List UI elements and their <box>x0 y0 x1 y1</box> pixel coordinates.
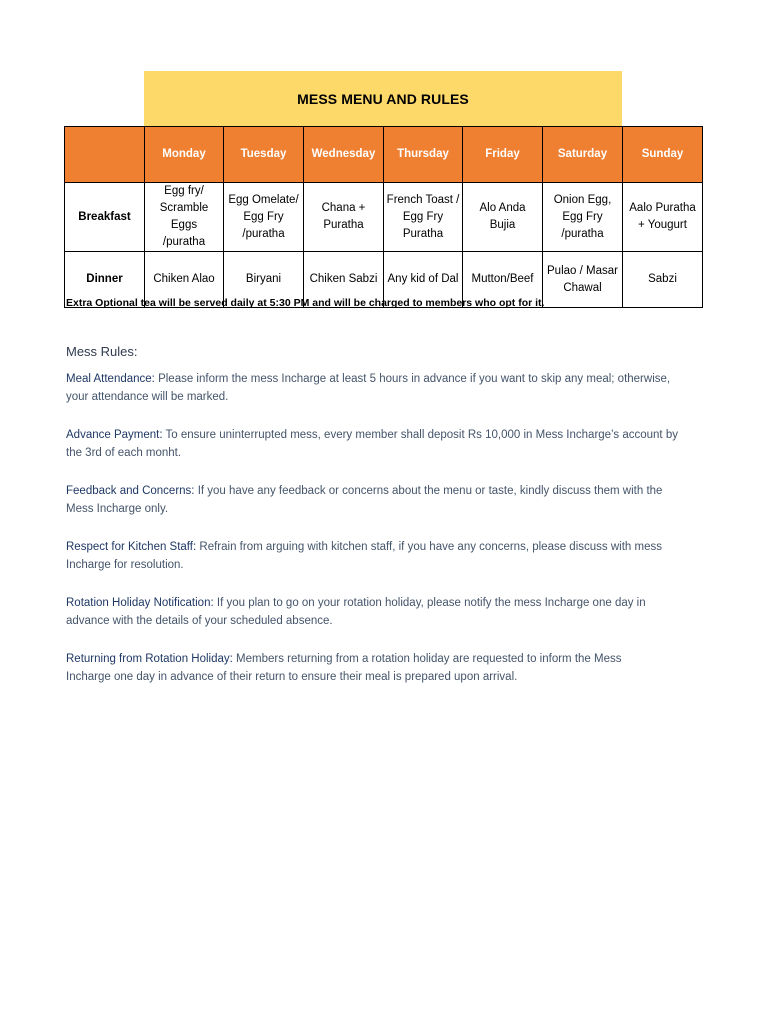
rule-text: Refrain from arguing with kitchen staff, if you have any concerns, please discuss with mess <box>199 541 662 553</box>
menu-cell-line: Chana + <box>321 202 366 214</box>
menu-table <box>64 126 703 308</box>
day-header: Wednesday <box>304 127 384 183</box>
rule-label: Advance Payment: <box>66 429 163 441</box>
menu-cell-line: Chiken Sabzi <box>309 273 378 285</box>
menu-cell <box>384 183 463 252</box>
header-row <box>65 127 703 183</box>
rule-item <box>66 482 706 518</box>
menu-cell-line: Onion Egg, <box>553 193 612 206</box>
rule-item <box>66 426 706 462</box>
corner-cell <box>65 127 145 183</box>
menu-cell-line: Biryani <box>245 273 282 285</box>
menu-cell-line: Bujia <box>489 219 516 231</box>
rule-item <box>66 594 706 630</box>
menu-cell-line: Puratha <box>402 227 444 240</box>
rule-label: Rotation Holiday Notification: <box>66 597 214 609</box>
rule-label: Meal Attendance: <box>66 373 155 385</box>
day-header: Tuesday <box>224 127 304 183</box>
rule-text: If you have any feedback or concerns about the menu or taste, kindly discuss them with the <box>197 485 663 497</box>
title-band <box>144 71 622 127</box>
rule-text: Incharge one day in advance of their return to ensure their meal is prepared upon arrival. <box>66 671 518 683</box>
menu-cell-line: Chiken Alao <box>153 273 215 285</box>
day-header: Thursday <box>384 127 463 183</box>
menu-cell-line: /puratha <box>561 227 604 240</box>
menu-cell-line: Chawal <box>563 281 602 294</box>
rules-list <box>66 370 706 686</box>
menu-row-breakfast <box>65 183 703 252</box>
rule-text: the 3rd of each monht. <box>66 447 182 459</box>
page-title: MESS MENU AND RULES <box>297 91 469 107</box>
day-header: Sunday <box>623 127 703 183</box>
rule-text: advance with the details of your scheduled absence. <box>66 615 333 627</box>
rule-label: Feedback and Concerns: <box>66 485 195 497</box>
day-header: Saturday <box>543 127 623 183</box>
menu-cell-line: Egg Fry <box>243 210 284 223</box>
day-header: Friday <box>463 127 543 183</box>
meal-label: Dinner <box>65 252 145 308</box>
rule-item <box>66 650 706 686</box>
menu-cell-line: /puratha <box>162 236 206 248</box>
menu-cell-line: Sabzi <box>648 273 677 285</box>
menu-cell <box>224 183 304 252</box>
rule-text: your attendance will be marked. <box>66 391 229 403</box>
menu-cell-line: Egg Fry <box>562 210 603 223</box>
day-header: Monday <box>145 127 224 183</box>
menu-cell-line: Egg Fry <box>402 210 444 223</box>
menu-cell <box>463 183 543 252</box>
tea-note: Extra Optional tea will be served daily at 5:30 PM and will be charged to members who opt for it. <box>66 297 545 309</box>
rule-label: Respect for Kitchen Staff: <box>66 541 197 553</box>
menu-cell <box>623 183 703 252</box>
rule-text: To ensure uninterrupted mess, every member shall deposit Rs 10,000 in Mess Incharge’s account by <box>165 429 678 441</box>
menu-cell-line: Pulao / Masar <box>547 264 618 277</box>
menu-cell-line: Any kid of Dal <box>387 273 459 285</box>
menu-cell <box>543 252 623 308</box>
menu-cell-line: Scramble Eggs <box>159 202 209 231</box>
rules-heading: Mess Rules: <box>66 344 138 359</box>
menu-cell-line: /puratha <box>242 227 285 240</box>
menu-cell-line: Egg fry/ <box>164 185 204 197</box>
rule-item <box>66 370 706 406</box>
rule-text: Mess Incharge only. <box>66 503 169 515</box>
menu-cell-line: Egg Omelate/ <box>228 193 299 206</box>
menu-cell <box>304 183 384 252</box>
menu-cell-line: Mutton/Beef <box>471 273 534 285</box>
menu-cell-line: + Yougurt <box>638 219 687 231</box>
menu-cell <box>623 252 703 308</box>
rule-text: Incharge for resolution. <box>66 559 184 571</box>
menu-cell-line: Aalo Puratha <box>629 202 696 214</box>
rule-text: Please inform the mess Incharge at least 5 hours in advance if you want to skip any meal; otherwise, <box>158 373 671 385</box>
menu-cell <box>543 183 623 252</box>
menu-cell-line: Puratha <box>323 219 364 231</box>
menu-cell-line: Alo Anda <box>479 202 526 214</box>
rules-section <box>66 344 706 706</box>
rule-text: Members returning from a rotation holiday are requested to inform the Mess <box>236 653 622 665</box>
rule-item <box>66 538 706 574</box>
rule-label: Returning from Rotation Holiday: <box>66 653 233 665</box>
rule-text: If you plan to go on your rotation holiday, please notify the mess Incharge one day in <box>216 597 646 609</box>
menu-cell <box>145 183 224 252</box>
menu-cell-line: French Toast / <box>386 193 460 206</box>
meal-label: Breakfast <box>65 183 145 252</box>
